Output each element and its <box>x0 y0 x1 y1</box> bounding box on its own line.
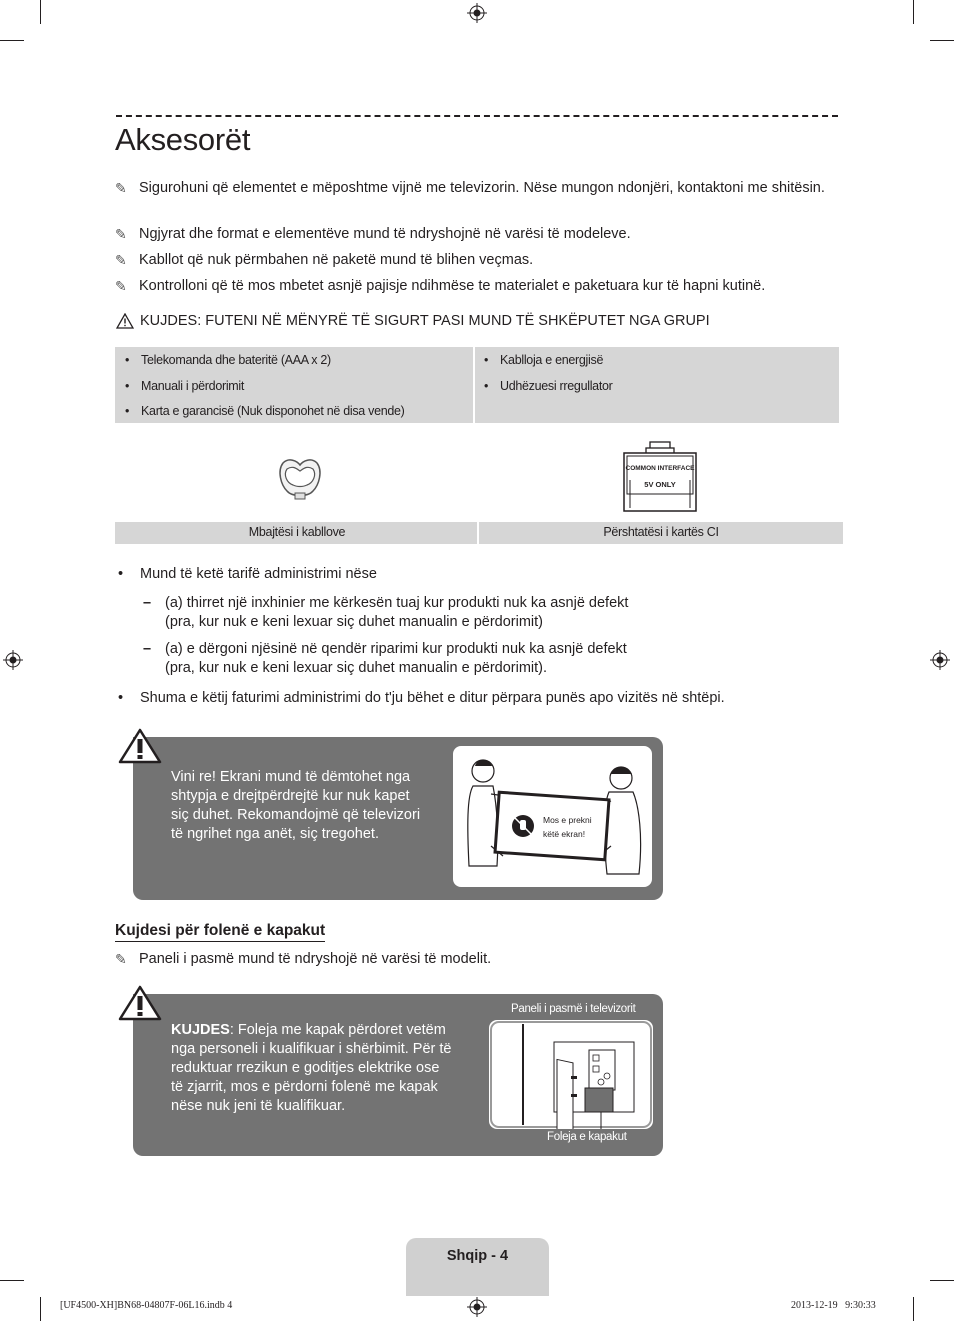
registration-mark-icon <box>467 1297 487 1317</box>
crop-mark <box>930 1280 954 1281</box>
list-item: • Manuali i përdorimit <box>125 379 245 393</box>
note-item: ✎ Kontrolloni që të mos mbetet asnjë pajisje ndihmëse te materialet e paketuara kur të hapni kutinë. <box>115 278 766 294</box>
list-item: • Mund të ketë tarifë administrimi nëse <box>118 566 377 582</box>
rear-panel-image <box>489 1020 653 1129</box>
list-item: • Karta e garancisë (Nuk disponohet në disa vende) <box>125 404 405 418</box>
registration-mark-icon <box>3 650 23 670</box>
warning-triangle-icon <box>118 985 162 1021</box>
ci-label-line2: 5V ONLY <box>644 480 676 489</box>
cable-holder-caption: Mbajtësi i kabllove <box>248 525 346 539</box>
page-number: Shqip - 4 <box>406 1238 549 1296</box>
title-rule <box>116 115 838 117</box>
crop-mark <box>913 1297 914 1321</box>
registration-mark-icon <box>467 3 487 23</box>
slot-label: Foleja e kapakut <box>547 1131 627 1143</box>
ci-label-line1: COMMON INTERFACE <box>625 465 695 472</box>
rear-panel-illustration <box>489 1020 653 1129</box>
warning-triangle-icon <box>118 728 162 764</box>
footer-timestamp: 2013-12-19 9:30:33 <box>791 1300 876 1311</box>
pencil-note-icon: ✎ <box>115 180 127 196</box>
crop-mark <box>930 40 954 41</box>
rear-panel-label: Paneli i pasmë i televizorit <box>511 1003 636 1015</box>
list-item: • Shuma e këtij faturimi administrimi do t'ju bëhet e ditur përpara punës apo vizitës në shtëpi. <box>118 690 725 706</box>
accessories-list <box>115 347 839 423</box>
page-title: Aksesorët <box>115 122 251 157</box>
note-item: ✎ Sigurohuni që elementet e mëposhtme vijnë me televizorin. Nëse mungon ndonjëri, kontaktoni me shitësin. <box>115 180 825 196</box>
crop-mark <box>0 1280 24 1281</box>
section-heading: Kujdesi për folenë e kapakut <box>115 922 325 942</box>
footer-file-info: [UF4500-XH]BN68-04807F-06L16.indb 4 <box>60 1300 233 1311</box>
pencil-note-icon: ✎ <box>115 278 127 294</box>
ci-card-adapter-image <box>620 440 700 515</box>
list-item: – (a) e dërgoni njësinë në qendër riparimi kur produkti nuk ka asnjë defekt (pra, kur nuk e keni lexuar siç duhet manualin e përdorimit). <box>143 641 627 676</box>
screen-warning-text: Vini re! Ekrani mund të dëmtohet nga shtypja e drejtpërdrejtë kur nuk kapet siç duhet. Rekomandojmë që televizori të ngrihet nga anët, siç tregohet. <box>171 769 421 842</box>
cable-holder-image <box>275 455 325 503</box>
warning-triangle-icon <box>116 313 134 329</box>
pencil-note-icon: ✎ <box>115 226 127 242</box>
pencil-note-icon: ✎ <box>115 951 127 967</box>
note-item: ✎ Ngjyrat dhe format e elementëve mund të ndryshojnë në varësi të modeleve. <box>115 226 631 242</box>
list-item: • Kablloja e energjisë <box>484 353 604 367</box>
crop-mark <box>40 0 41 24</box>
pencil-note-icon: ✎ <box>115 252 127 268</box>
note-item: ✎ Kabllot që nuk përmbahen në paketë mund të blihen veçmas. <box>115 252 534 268</box>
no-touch-sign-text: Mos e prekni këtë ekran! <box>543 815 592 839</box>
crop-mark <box>40 1297 41 1321</box>
crop-mark <box>913 0 914 24</box>
crop-mark <box>0 40 24 41</box>
ci-adapter-caption: Përshtatësi i kartës CI <box>603 525 719 539</box>
note-item: ✎ Paneli i pasmë mund të ndryshojë në varësi të modelit. <box>115 951 492 967</box>
caution-heading: KUJDES: FUTENI NË MËNYRË TË SIGURT PASI MUND TË SHKËPUTET NGA GRUPI <box>116 313 710 329</box>
list-item: – (a) thirret një inxhinier me kërkesën tuaj kur produkti nuk ka asnjë defekt (pra, kur nuk e keni lexuar siç duhet manualin e përdorimit) <box>143 595 629 630</box>
list-item: • Telekomanda dhe bateritë (AAA x 2) <box>125 353 331 367</box>
slot-warning-text: KUJDES: Foleja me kapak përdoret vetëm nga personeli i kualifikuar i shërbimit. Për të reduktuar rrezikun e goditjes elektrike ose të zjarrit, mos e përdorni folenë me kapak nëse nuk jeni të kualifikuar. <box>171 1022 452 1114</box>
registration-mark-icon <box>930 650 950 670</box>
list-item: • Udhëzuesi rregullator <box>484 379 613 393</box>
